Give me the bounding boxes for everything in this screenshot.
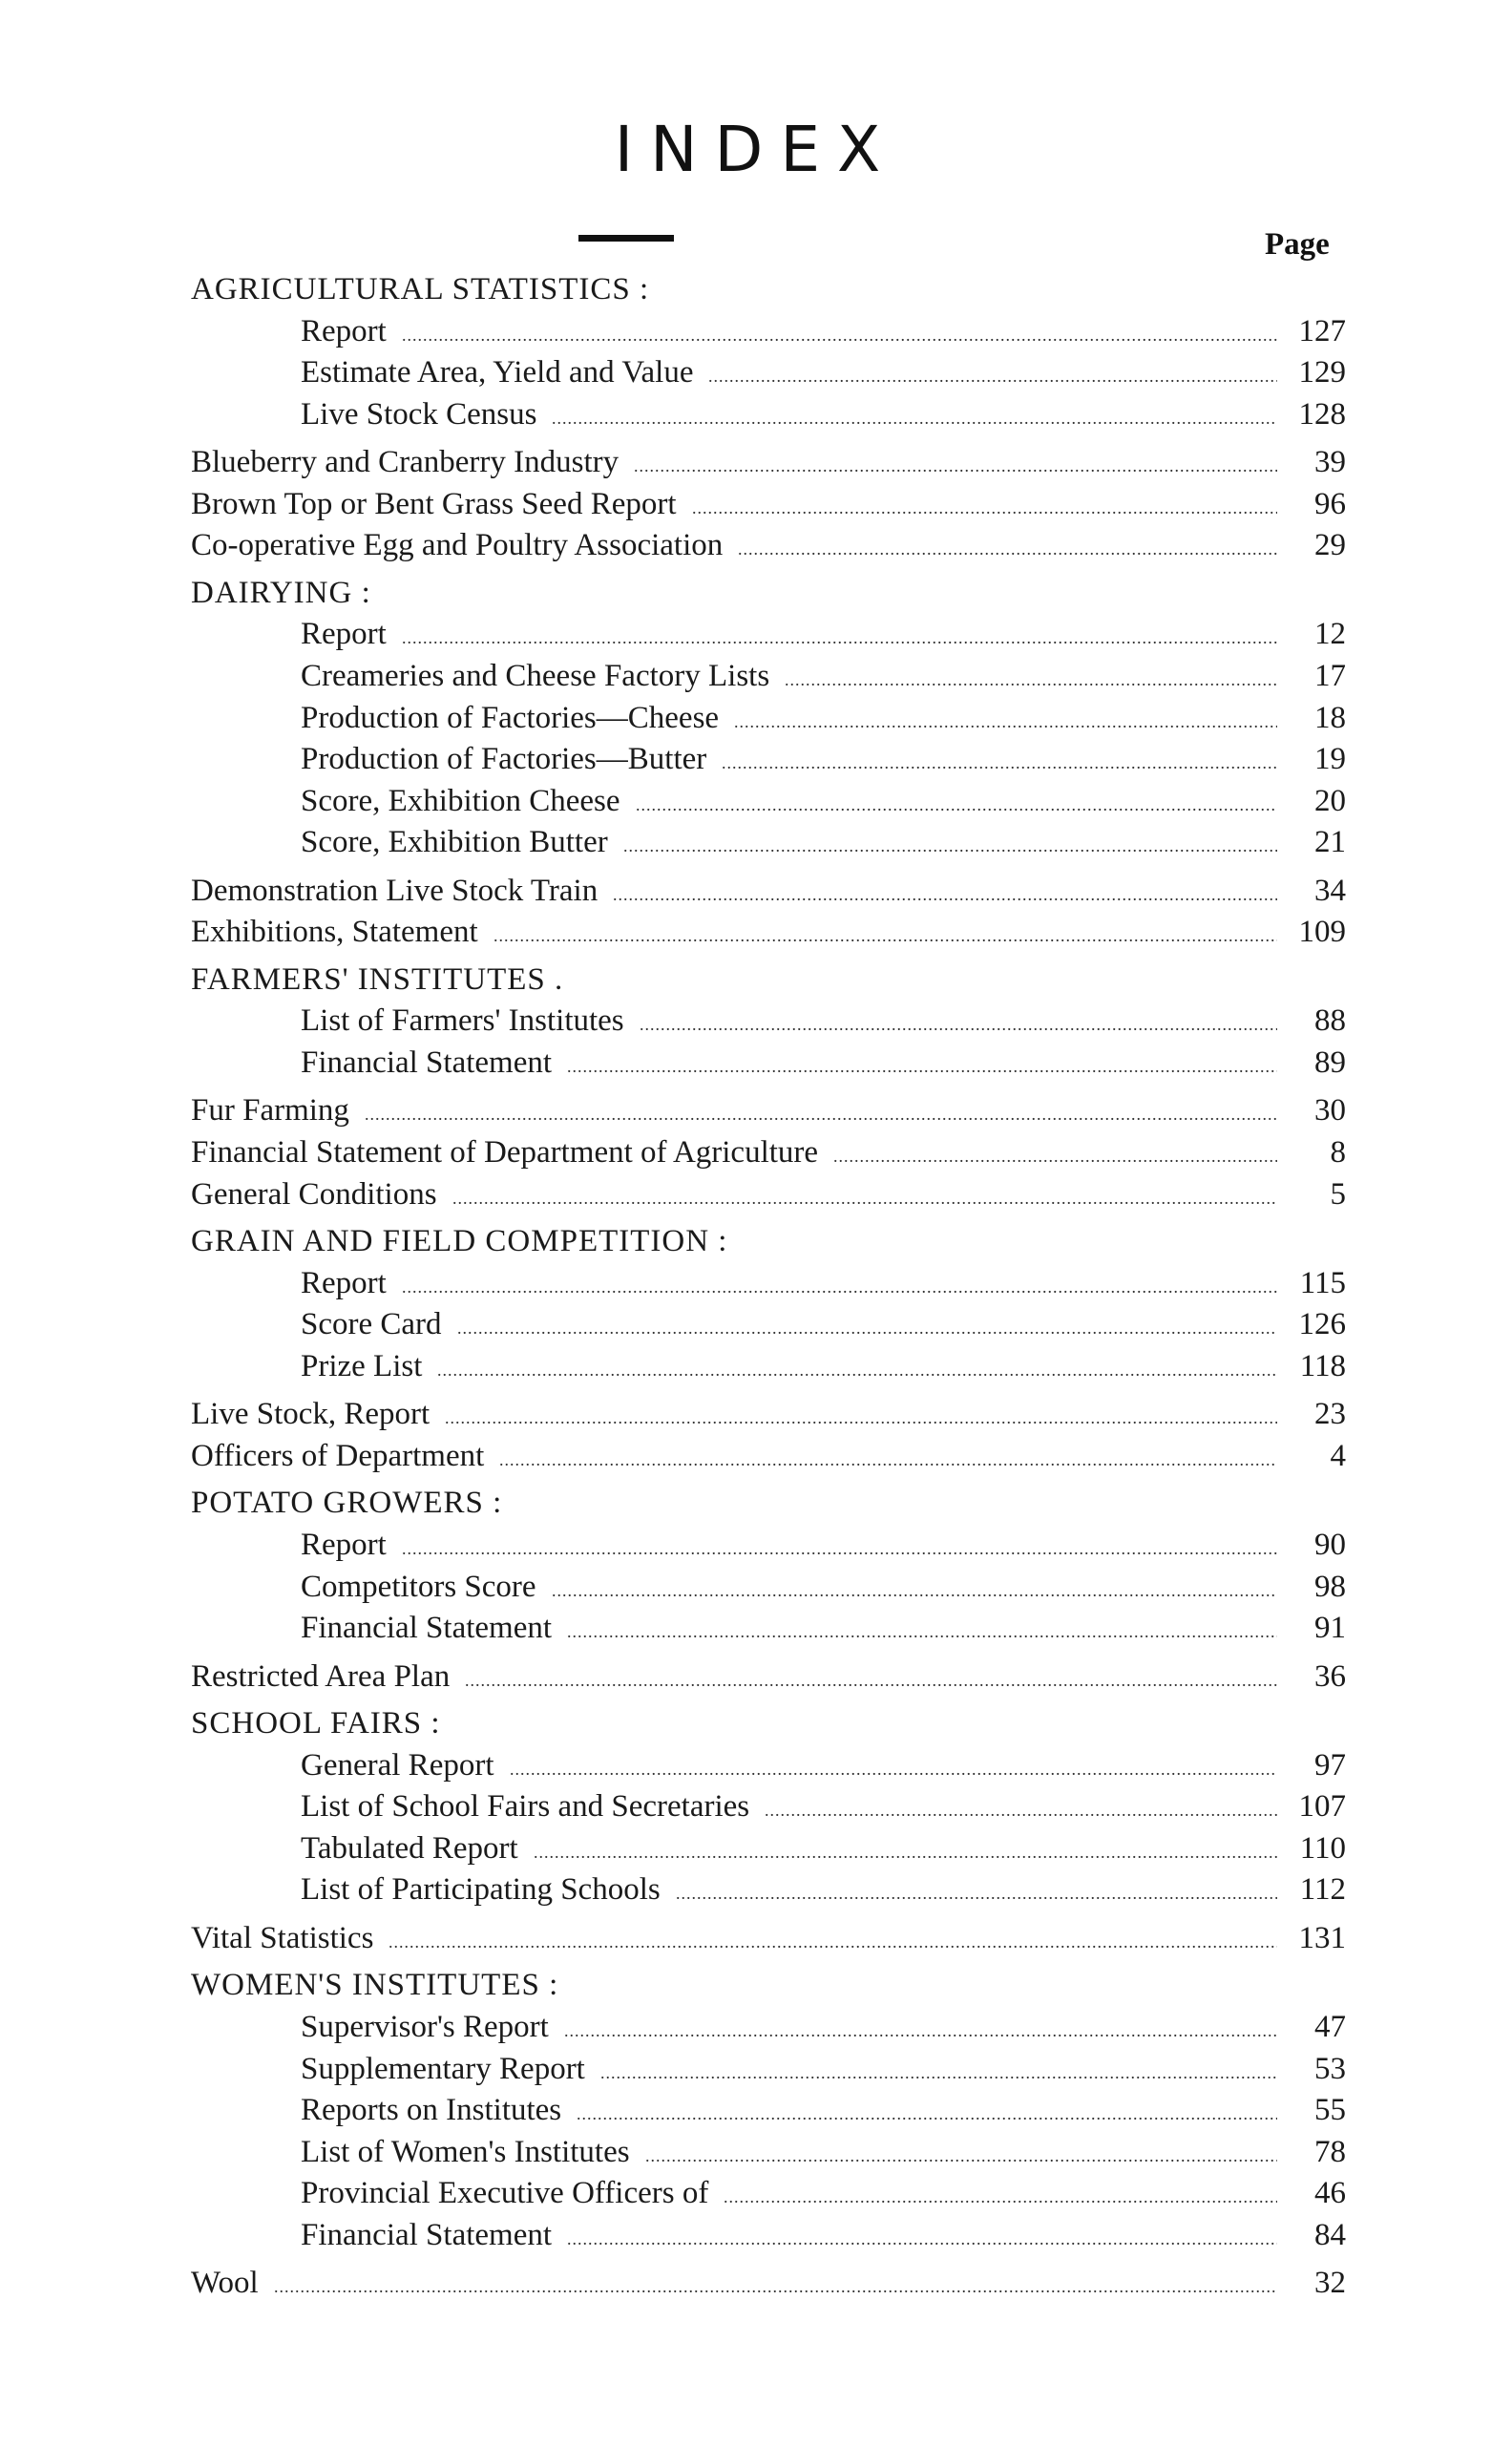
index-entry (191, 1132, 1346, 1172)
entry-label: Demonstration Live Stock Train (191, 873, 598, 908)
dot-leader (577, 2090, 1277, 2130)
entry-label: Blueberry and Cranberry Industry (191, 445, 620, 480)
entry-page-number: 107 (1298, 1789, 1346, 1825)
index-section-heading: POTATO GROWERS : (191, 1486, 503, 1521)
entry-page-number: 89 (1314, 1045, 1346, 1080)
entry-page-number: 110 (1299, 1830, 1346, 1866)
entry-label: Prize List (301, 1348, 423, 1383)
entry-label: Live Stock, Report (191, 1397, 430, 1432)
entry-page-number: 55 (1314, 2093, 1346, 2128)
entry-page-number: 115 (1299, 1265, 1346, 1300)
index-sub-entry (301, 2049, 1346, 2089)
index-entry (191, 1394, 1346, 1434)
entry-label: List of Farmers' Institutes (301, 1003, 624, 1039)
entry-page-number: 5 (1330, 1176, 1346, 1212)
entry-page-number: 47 (1314, 2010, 1346, 2044)
entry-label: Provincial Executive Officers of (301, 2176, 709, 2211)
dot-leader (636, 781, 1277, 821)
entry-label: General Report (301, 1747, 494, 1783)
dot-leader (692, 484, 1277, 524)
entry-label: Production of Factories—Butter (301, 742, 707, 777)
dot-leader (676, 1869, 1277, 1910)
entry-label: General Conditions (191, 1176, 437, 1212)
entry-page-number: 32 (1314, 2266, 1346, 2301)
entry-label: Financial Statement (301, 1045, 553, 1080)
entry-label: Vital Statistics (191, 1920, 374, 1955)
entry-label: Financial Statement of Department of Agriculture (191, 1135, 819, 1170)
entry-page-number: 4 (1330, 1438, 1346, 1473)
index-sub-entry (301, 614, 1346, 654)
entry-label: Tabulated Report (301, 1830, 518, 1866)
entry-page-number: 96 (1314, 486, 1346, 521)
entry-page-number: 112 (1299, 1872, 1346, 1908)
entry-label: Brown Top or Bent Grass Seed Report (191, 486, 677, 521)
entry-label: Production of Factories—Cheese (301, 700, 720, 735)
dot-leader (600, 2049, 1277, 2089)
page-title: INDEX (614, 113, 898, 186)
index-sub-entry (301, 1043, 1346, 1083)
index-section-heading: FARMERS' INSTITUTES . (191, 961, 564, 997)
dot-leader (724, 2173, 1277, 2213)
entry-page-number: 20 (1314, 783, 1346, 818)
entry-page-number: 39 (1314, 445, 1346, 480)
entry-page-number: 34 (1314, 873, 1346, 908)
entry-page-number: 17 (1314, 658, 1346, 693)
index-sub-entry (301, 781, 1346, 821)
title-underline (578, 235, 674, 242)
entry-page-number: 29 (1314, 528, 1346, 563)
index-sub-entry (301, 2007, 1346, 2047)
entry-page-number: 98 (1314, 1569, 1346, 1604)
entry-page-number: 128 (1298, 396, 1346, 432)
index-entry (191, 1090, 1346, 1130)
entry-page-number: 127 (1298, 313, 1346, 348)
index-sub-entry (301, 656, 1346, 696)
page-column-header: Page (1265, 227, 1330, 262)
entry-label: Live Stock Census (301, 396, 537, 432)
dot-leader (494, 912, 1277, 952)
entry-label: List of Participating Schools (301, 1872, 661, 1908)
index-sub-entry (301, 1525, 1346, 1565)
dot-leader (402, 1263, 1277, 1303)
entry-page-number: 23 (1314, 1397, 1346, 1432)
index-entry (191, 1657, 1346, 1697)
entry-page-number: 30 (1314, 1093, 1346, 1129)
dot-leader (613, 871, 1277, 911)
index-entry (191, 912, 1346, 952)
entry-label: List of Women's Institutes (301, 2134, 630, 2169)
entry-label: Fur Farming (191, 1093, 349, 1129)
entry-page-number: 90 (1314, 1527, 1346, 1562)
index-sub-entry (301, 2090, 1346, 2130)
entry-page-number: 126 (1298, 1307, 1346, 1342)
index-sub-entry (301, 1263, 1346, 1303)
entry-label: List of School Fairs and Secretaries (301, 1789, 750, 1825)
index-sub-entry (301, 739, 1346, 779)
entry-label: Restricted Area Plan (191, 1658, 451, 1694)
entry-label: Supplementary Report (301, 2051, 585, 2086)
dot-leader (564, 2007, 1277, 2047)
entry-page-number: 36 (1314, 1658, 1346, 1694)
index-entry (191, 871, 1346, 911)
entry-label: Score, Exhibition Cheese (301, 783, 620, 818)
entry-label: Financial Statement (301, 1611, 553, 1646)
index-sub-entry (301, 1304, 1346, 1344)
dot-leader (402, 614, 1277, 654)
dot-leader (567, 2215, 1277, 2255)
dot-leader (567, 1043, 1277, 1083)
entry-label: Competitors Score (301, 1569, 536, 1604)
index-sub-entry (301, 2215, 1346, 2255)
entry-page-number: 91 (1314, 1611, 1346, 1646)
index-section-heading: SCHOOL FAIRS : (191, 1706, 441, 1741)
index-sub-entry (301, 1001, 1346, 1041)
dot-leader (722, 739, 1277, 779)
index-sub-entry (301, 1567, 1346, 1607)
index-sub-entry (301, 698, 1346, 738)
dot-leader (552, 394, 1277, 434)
dot-leader (634, 442, 1277, 482)
dot-leader (457, 1304, 1277, 1344)
dot-leader (437, 1346, 1277, 1386)
dot-leader (445, 1394, 1277, 1434)
dot-leader (388, 1918, 1277, 1958)
index-section-heading: GRAIN AND FIELD COMPETITION : (191, 1224, 728, 1259)
index-sub-entry (301, 2173, 1346, 2213)
dot-leader (567, 1608, 1277, 1648)
index-sub-entry (301, 1828, 1346, 1868)
entry-label: Supervisor's Report (301, 2010, 549, 2044)
index-section-heading: DAIRYING : (191, 575, 371, 610)
dot-leader (785, 656, 1277, 696)
entry-label: Reports on Institutes (301, 2093, 562, 2128)
entry-page-number: 8 (1330, 1135, 1346, 1170)
dot-leader (645, 2132, 1277, 2172)
entry-label: Financial Statement (301, 2217, 553, 2252)
dot-leader (623, 822, 1277, 862)
entry-page-number: 97 (1314, 1747, 1346, 1783)
dot-leader (765, 1786, 1277, 1826)
entry-label: Wool (191, 2266, 259, 2301)
dot-leader (499, 1436, 1277, 1476)
index-section-heading: AGRICULTURAL STATISTICS : (191, 272, 650, 306)
entry-label: Score Card (301, 1307, 442, 1342)
index-sub-entry (301, 1346, 1346, 1386)
entry-label: Exhibitions, Statement (191, 915, 478, 950)
entry-label: Report (301, 313, 387, 348)
dot-leader (708, 352, 1277, 392)
entry-label: Score, Exhibition Butter (301, 825, 608, 860)
index-entry (191, 1436, 1346, 1476)
dot-leader (365, 1090, 1277, 1130)
dot-leader (402, 311, 1277, 351)
entry-page-number: 21 (1314, 825, 1346, 860)
dot-leader (452, 1174, 1277, 1214)
entry-label: Report (301, 617, 387, 652)
index-sub-entry (301, 1608, 1346, 1648)
dot-leader (402, 1525, 1277, 1565)
entry-label: Report (301, 1527, 387, 1562)
index-sub-entry (301, 2132, 1346, 2172)
index-entry (191, 484, 1346, 524)
entry-label: Co-operative Egg and Poultry Association (191, 528, 724, 563)
dot-leader (833, 1132, 1277, 1172)
dot-leader (640, 1001, 1277, 1041)
dot-leader (552, 1567, 1277, 1607)
entry-page-number: 19 (1314, 742, 1346, 777)
index-sub-entry (301, 1869, 1346, 1910)
index-entry (191, 1918, 1346, 1958)
dot-leader (734, 698, 1277, 738)
entry-page-number: 78 (1314, 2134, 1346, 2169)
index-entry (191, 525, 1346, 565)
entry-page-number: 118 (1299, 1348, 1346, 1383)
dot-leader (534, 1828, 1277, 1868)
index-sub-entry (301, 352, 1346, 392)
entry-page-number: 84 (1314, 2217, 1346, 2252)
dot-leader (274, 2263, 1277, 2303)
entry-page-number: 46 (1314, 2176, 1346, 2211)
index-sub-entry (301, 311, 1346, 351)
entry-page-number: 12 (1314, 617, 1346, 652)
dot-leader (465, 1657, 1277, 1697)
dot-leader (738, 525, 1277, 565)
entry-label: Report (301, 1265, 387, 1300)
index-entry (191, 442, 1346, 482)
entry-label: Estimate Area, Yield and Value (301, 355, 694, 390)
dot-leader (510, 1745, 1277, 1785)
index-sub-entry (301, 822, 1346, 862)
index-sub-entry (301, 1745, 1346, 1785)
index-entry (191, 2263, 1346, 2303)
index-section-heading: WOMEN'S INSTITUTES : (191, 1968, 559, 2003)
index-sub-entry (301, 394, 1346, 434)
index-sub-entry (301, 1786, 1346, 1826)
index-entry (191, 1174, 1346, 1214)
entry-page-number: 18 (1314, 700, 1346, 735)
entry-label: Officers of Department (191, 1438, 485, 1473)
entry-page-number: 88 (1314, 1003, 1346, 1039)
entry-page-number: 109 (1298, 915, 1346, 950)
entry-label: Creameries and Cheese Factory Lists (301, 658, 770, 693)
entry-page-number: 53 (1314, 2051, 1346, 2086)
entry-page-number: 131 (1298, 1920, 1346, 1955)
entry-page-number: 129 (1298, 355, 1346, 390)
